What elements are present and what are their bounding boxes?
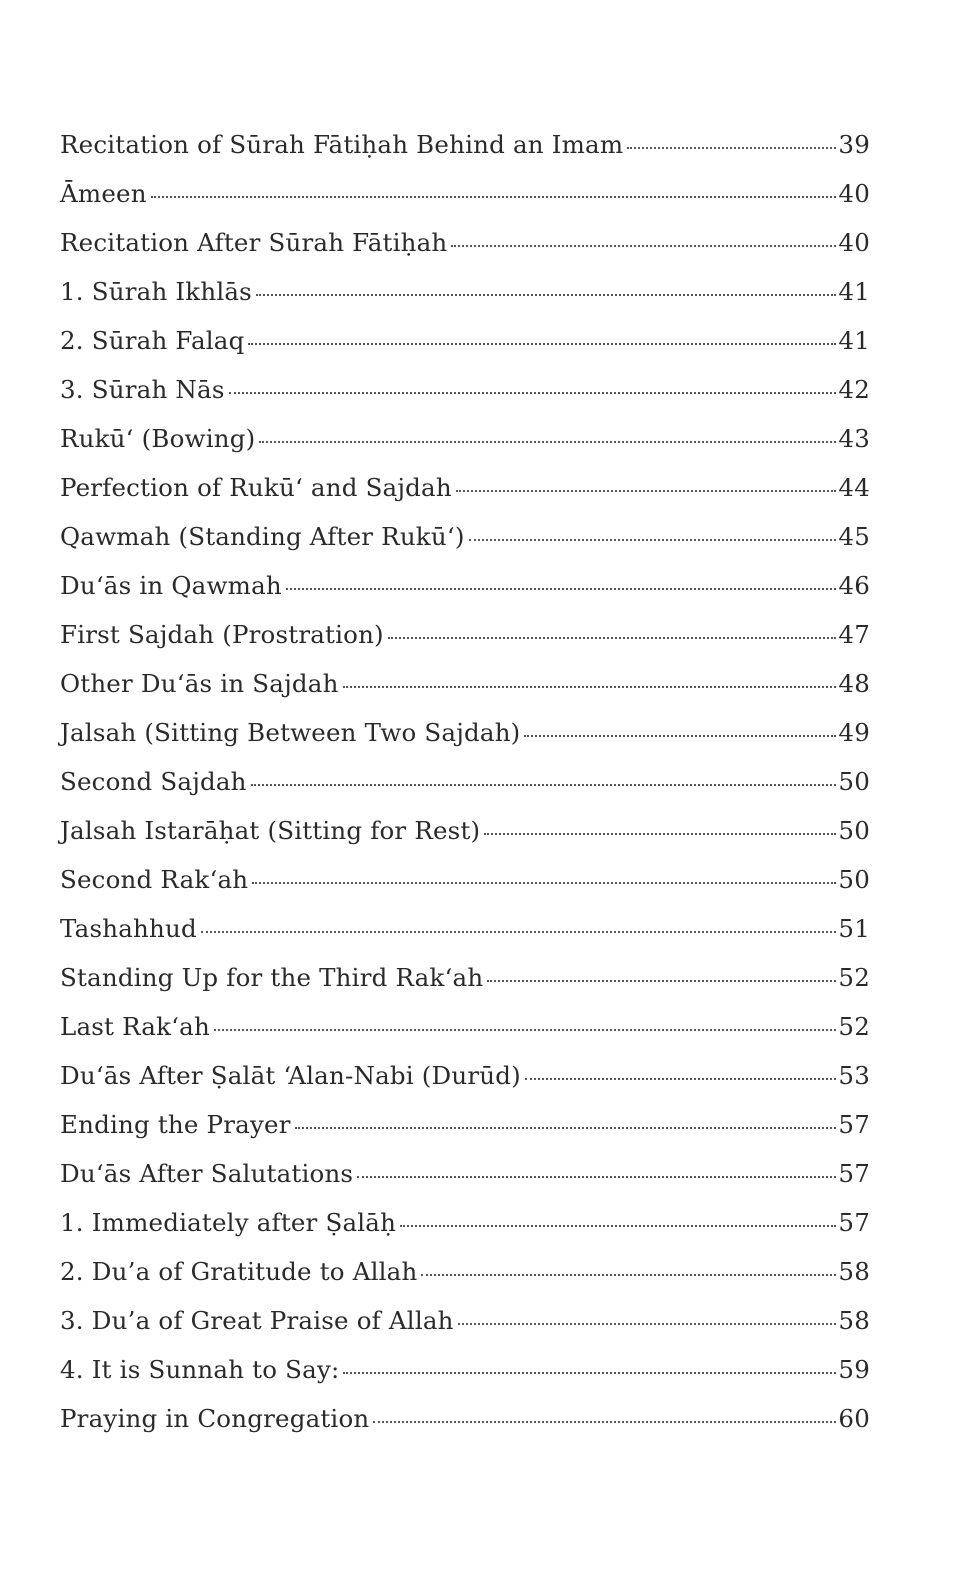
toc-entry[interactable] <box>60 1355 870 1404</box>
toc-entry-title: Ending the Prayer <box>60 1110 291 1139</box>
toc-entry-page-number: 46 <box>838 571 870 600</box>
toc-entry[interactable] <box>60 522 870 571</box>
toc-entry[interactable] <box>60 130 870 179</box>
toc-entry-title: Praying in Congregation <box>60 1404 370 1433</box>
toc-entry-title: Jalsah (Sitting Between Two Sajdah) <box>60 718 521 747</box>
toc-entry-title: 4. It is Sunnah to Say: <box>60 1355 340 1384</box>
toc-entry-title: 3. Sūrah Nās <box>60 375 225 404</box>
toc-entry-title: Second Rak‘ah <box>60 865 249 894</box>
dot-leader <box>252 882 836 884</box>
toc-entry-title: 2. Du’a of Gratitude to Allah <box>60 1257 418 1286</box>
toc-entry[interactable] <box>60 1159 870 1208</box>
toc-entry-page-number: 47 <box>838 620 870 649</box>
toc-entry-page-number: 44 <box>838 473 870 502</box>
dot-leader <box>259 441 836 443</box>
dot-leader <box>373 1421 836 1423</box>
dot-leader <box>458 1323 837 1325</box>
toc-entry[interactable] <box>60 1208 870 1257</box>
toc-entry-title: Āmeen <box>60 179 147 208</box>
toc-entry-title: 1. Sūrah Ikhlās <box>60 277 252 306</box>
toc-entry-page-number: 60 <box>838 1404 870 1433</box>
toc-entry[interactable] <box>60 1257 870 1306</box>
toc-entry[interactable] <box>60 1061 870 1110</box>
toc-entry-page-number: 40 <box>838 228 870 257</box>
dot-leader <box>388 637 837 639</box>
dot-leader <box>525 1078 837 1080</box>
toc-entry-page-number: 51 <box>838 914 870 943</box>
toc-entry-page-number: 52 <box>838 963 870 992</box>
toc-entry-page-number: 42 <box>838 375 870 404</box>
toc-entry-title: Jalsah Istarāḥat (Sitting for Rest) <box>60 816 481 845</box>
toc-entry-title: Du‘ās in Qawmah <box>60 571 282 600</box>
toc-entry-title: Second Sajdah <box>60 767 247 796</box>
toc-entry-page-number: 57 <box>838 1110 870 1139</box>
dot-leader <box>151 196 837 198</box>
dot-leader <box>524 735 836 737</box>
toc-entry-page-number: 41 <box>838 326 870 355</box>
toc-entry[interactable] <box>60 1306 870 1355</box>
dot-leader <box>343 686 837 688</box>
toc-entry-title: Qawmah (Standing After Rukū‘) <box>60 522 465 551</box>
toc-entry-title: Du‘ās After Salutations <box>60 1159 354 1188</box>
toc-entry-page-number: 53 <box>838 1061 870 1090</box>
dot-leader <box>251 784 837 786</box>
dot-leader <box>487 980 836 982</box>
toc-entry[interactable] <box>60 718 870 767</box>
toc-entry-page-number: 52 <box>838 1012 870 1041</box>
dot-leader <box>248 343 836 345</box>
toc-entry[interactable] <box>60 914 870 963</box>
toc-entry-title: 1. Immediately after Ṣalāḥ <box>60 1208 397 1237</box>
dot-leader <box>357 1176 836 1178</box>
toc-entry-page-number: 43 <box>838 424 870 453</box>
toc-entry[interactable] <box>60 767 870 816</box>
toc-entry-title: Standing Up for the Third Rak‘ah <box>60 963 484 992</box>
toc-entry-title: Du‘ās After Ṣalāt ‘Alan-Nabi (Durūd) <box>60 1061 521 1090</box>
toc-entry[interactable] <box>60 228 870 277</box>
dot-leader <box>469 539 837 541</box>
toc-entry[interactable] <box>60 1110 870 1159</box>
toc-entry-page-number: 48 <box>838 669 870 698</box>
dot-leader <box>295 1127 837 1129</box>
toc-entry[interactable] <box>60 669 870 718</box>
toc-entry[interactable] <box>60 473 870 522</box>
toc-entry[interactable] <box>60 571 870 620</box>
dot-leader <box>627 147 836 149</box>
toc-entry[interactable] <box>60 963 870 1012</box>
toc-entry[interactable] <box>60 277 870 326</box>
toc-entry[interactable] <box>60 816 870 865</box>
dot-leader <box>400 1225 836 1227</box>
toc-entry-page-number: 50 <box>838 816 870 845</box>
toc-entry-title: Recitation of Sūrah Fātiḥah Behind an Imam <box>60 130 624 159</box>
toc-entry[interactable] <box>60 1012 870 1061</box>
toc-entry-page-number: 40 <box>838 179 870 208</box>
toc-entry[interactable] <box>60 326 870 375</box>
toc-entry-title: Recitation After Sūrah Fātiḥah <box>60 228 448 257</box>
toc-entry[interactable] <box>60 1404 870 1453</box>
toc-entry-title: Last Rak‘ah <box>60 1012 210 1041</box>
toc-entry-page-number: 45 <box>838 522 870 551</box>
dot-leader <box>201 931 837 933</box>
dot-leader <box>256 294 836 296</box>
toc-entry-title: 3. Du’a of Great Praise of Allah <box>60 1306 454 1335</box>
toc-entry[interactable] <box>60 179 870 228</box>
table-of-contents <box>60 130 870 1453</box>
toc-entry-page-number: 57 <box>838 1208 870 1237</box>
toc-entry-title: First Sajdah (Prostration) <box>60 620 384 649</box>
toc-entry-page-number: 49 <box>838 718 870 747</box>
toc-entry-page-number: 59 <box>838 1355 870 1384</box>
dot-leader <box>214 1029 837 1031</box>
toc-entry-page-number: 50 <box>838 865 870 894</box>
toc-entry-page-number: 41 <box>838 277 870 306</box>
dot-leader <box>229 392 837 394</box>
toc-entry-title: Tashahhud <box>60 914 197 943</box>
toc-entry-page-number: 58 <box>838 1257 870 1286</box>
toc-entry-title: Other Du‘ās in Sajdah <box>60 669 339 698</box>
toc-entry[interactable] <box>60 424 870 473</box>
toc-entry-page-number: 50 <box>838 767 870 796</box>
toc-entry[interactable] <box>60 375 870 424</box>
toc-entry-page-number: 57 <box>838 1159 870 1188</box>
dot-leader <box>456 490 837 492</box>
toc-entry-title: Perfection of Rukū‘ and Sajdah <box>60 473 452 502</box>
toc-entry-title: Rukū‘ (Bowing) <box>60 424 256 453</box>
dot-leader <box>451 245 836 247</box>
toc-entry-page-number: 39 <box>838 130 870 159</box>
dot-leader <box>421 1274 836 1276</box>
toc-entry[interactable] <box>60 620 870 669</box>
dot-leader <box>343 1372 836 1374</box>
dot-leader <box>484 833 836 835</box>
dot-leader <box>286 588 837 590</box>
toc-entry-page-number: 58 <box>838 1306 870 1335</box>
toc-entry[interactable] <box>60 865 870 914</box>
toc-entry-title: 2. Sūrah Falaq <box>60 326 245 355</box>
